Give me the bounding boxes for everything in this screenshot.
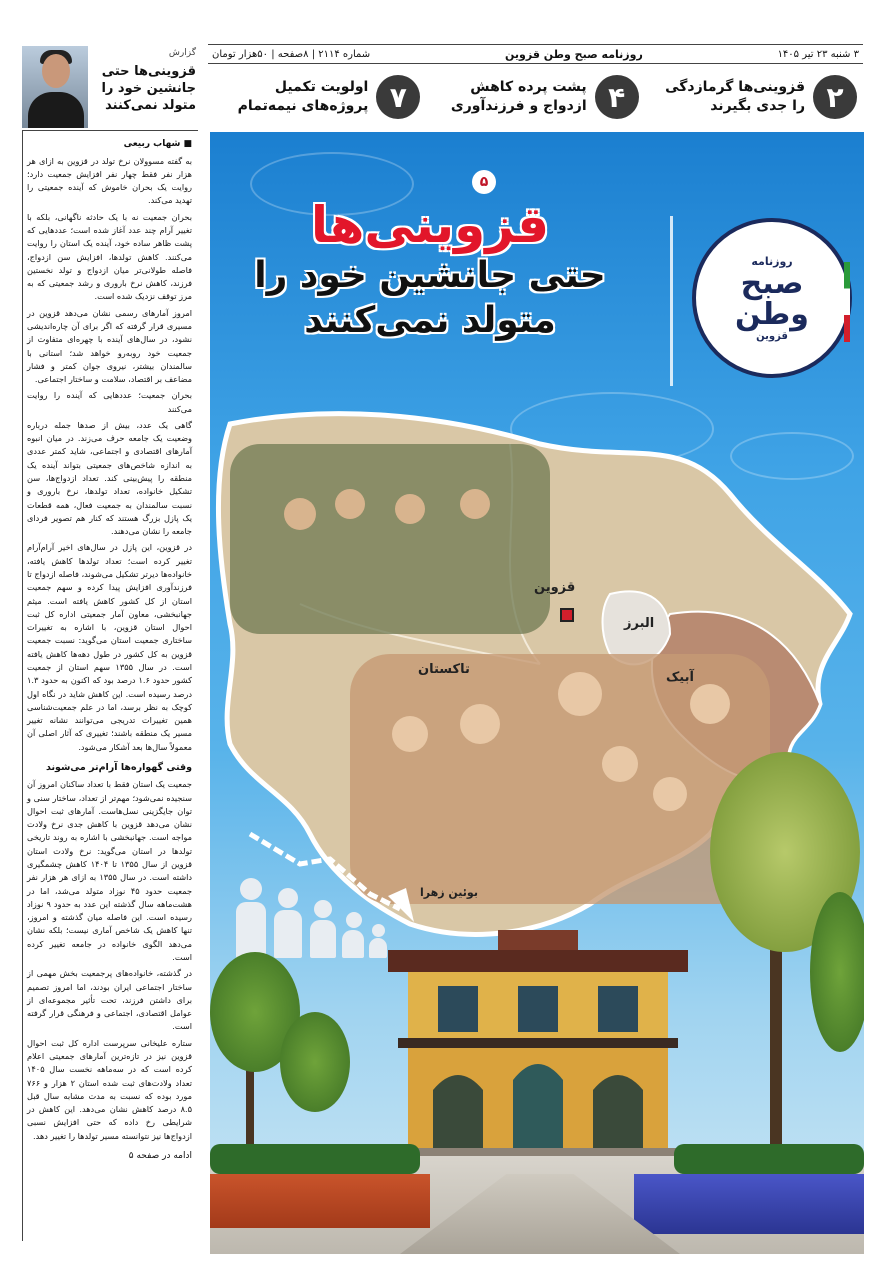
qazvin-marker (560, 608, 574, 622)
person-icon (314, 900, 332, 918)
person-icon (346, 912, 362, 928)
paragraph: در گذشته، خانواده‌های پرجمعیت بخش مهمی از ساختار اجتماعی ایران بودند، اما امروز تصمیم برای داشتن فرزند، تحت تأثیر مجموعه‌ای از عوامل اقتصادی، اجتماعی و فرهنگی قرار گرفته است. (27, 968, 192, 1032)
teaser-text: قزوینی‌ها گرمازدگی را جدی بگیرند (665, 79, 805, 114)
teaser-text: اولویت تکمیل پروژه‌های نیمه‌تمام (237, 79, 369, 114)
person-icon (342, 930, 364, 958)
headline-line-3: متولد نمی‌کنند (304, 300, 556, 341)
headline-line-2: حتی جانشین خود را (254, 255, 606, 296)
logo-main-text: صبح (740, 265, 804, 301)
teaser-page-number: ۲ (813, 75, 857, 119)
continued-note[interactable]: ادامه در صفحه ۵ (128, 1150, 192, 1161)
hedge (674, 1144, 864, 1174)
teaser-item[interactable] (645, 66, 863, 128)
family-head (653, 777, 687, 811)
elder-head (335, 489, 365, 519)
report-label: گزارش (168, 48, 196, 58)
flower-bed (634, 1174, 864, 1234)
flag-stripe (844, 262, 850, 342)
paragraph: بحران جمعیت نه با یک حادثه ناگهانی، بلکه با تغییر آرام چند عدد آغاز شده است؛ عددهایی که پشت ظاهر ساده خود، آینده یک استان را روایت می‌کنند. کاهش تولدها، افزایش سن ازدواج، فاصله طولانی‌تر میان ازدواج و تولد نخستین فرزند، کاهش نرخ باروری و رشد جمعیتی که به مرز توقف نزدیک شده است. (27, 211, 192, 302)
report-column (22, 44, 198, 1256)
author-body (28, 92, 84, 128)
headline-line-1: قزوینی‌ها (310, 196, 550, 254)
map-label-buin-zahra: بوئین زهرا (420, 886, 478, 899)
tree (280, 1012, 350, 1112)
family-head (392, 716, 428, 752)
teaser-page-number: ۴ (595, 75, 639, 119)
family-head (602, 746, 638, 782)
family-head (558, 672, 602, 716)
cover-page-number: ۵ (472, 170, 496, 194)
elders-photo (230, 444, 550, 634)
teaser-page-number: ۷ (376, 75, 420, 119)
chehel-sotoun-pavilion (378, 930, 698, 1162)
pavilion-window (518, 986, 558, 1032)
person-icon (274, 910, 302, 958)
report-title: قزوینی‌ها حتی جانشین خود را متولد نمی‌کنند (101, 64, 196, 113)
family-head (690, 684, 730, 724)
headline-divider (670, 216, 673, 386)
paragraph: جمعیت یک استان فقط با تعداد ساکنان امروز آن سنجیده نمی‌شود؛ مهم‌تر از تعداد، ساختار سنی و توان جایگزینی نسل‌هاست. آمارهای ثبت احوال نشان می‌دهد قزوین با کاهش جدی نرخ ولادت مواجه است. جهانبخشی با اشاره به روند تاریخی تولدها در استان می‌گوید: نرخ ولادت استان قزوین از سال ۱۳۵۵ تا ۱۴۰۴ کاهش چشمگیری داشته است. در سال ۱۳۵۵ به ازای هر هزار نفر جمعیت حدود ۴۵ نوزاد متولد می‌شد، اما در هشت‌ماهه سال گذشته این عدد به حدود ۹ نوزاد رسیده است. این فاصله میان گذشته و امروز، تنها کاهش یک شاخص آماری نیست؛ بلکه نشان می‌دهد الگوی خانواده در جامعه تغییر کرده است. (27, 779, 192, 962)
pavilion-window (598, 986, 638, 1032)
logo-top-text: روزنامه (751, 254, 793, 268)
elder-head (284, 498, 316, 530)
elder-head (460, 489, 490, 519)
paper-name: روزنامه صبح وطن قزوین (504, 47, 643, 61)
cover-illustration (210, 132, 864, 1254)
author-face (42, 54, 70, 88)
flower-bed (210, 1174, 430, 1228)
teaser-text: پشت پرده کاهش ازدواج و فرزندآوری (450, 79, 587, 114)
map-label-abyek: آبیک (666, 670, 694, 685)
pavilion-window (438, 986, 478, 1032)
teaser-row (208, 66, 863, 128)
map-label-qazvin: قزوین (534, 580, 576, 595)
paragraph: بحران جمعیت؛ عددهایی که آینده را روایت می‌کنند (27, 390, 192, 414)
author-photo (22, 46, 88, 128)
report-body (22, 131, 198, 1241)
hedge (210, 1144, 420, 1174)
pavilion-arch (513, 1064, 563, 1148)
newspaper-logo (692, 218, 852, 378)
pavilion-balcony (398, 1038, 678, 1048)
paragraph: به گفته مسوولان نرخ تولد در قزوین به ازای هر هزار نفر فقط چهار نفر افزایش جمعیت دارد؛ روایت یک بحران خاموش که آینده جمعیتی را تهدید می‌کند. (27, 155, 192, 206)
paragraph: امروز آمارهای رسمی نشان می‌دهد قزوین در مسیری قرار گرفته که اگر برای آن چاره‌اندیشی نشود، در سال‌های آینده با چهره‌ای متفاوت از جمعیت خود روبه‌رو خواهد شد؛ استانی با سالمندان بیشتر، نیروی جوان کمتر و فشار مضاعف بر اقتصاد، سلامت و ساختار اجتماعی. (27, 307, 192, 385)
map-label-takestan: تاکستان (418, 662, 470, 677)
report-author: ■ شهاب ربیعی (123, 139, 192, 149)
person-icon (240, 878, 262, 900)
paragraph: گاهی یک عدد، بیش از صدها جمله درباره وضعیت یک جامعه حرف می‌زند. در میان انبوه آمارهای اقتصادی و اجتماعی، شاید کمتر عددی به اندازه شاخص‌های جمعیتی بتواند آینده یک منطقه را پیش‌بینی کند. تعداد ازدواج‌ها، سن تشکیل خانواده، تعداد تولدها، نرخ باروری و نسبت سالمندان به جمعیت فعال، همه قطعات یک پازل بزرگ هستند که کنار هم تصویر فردای جامعه را نشان می‌دهند. (27, 419, 192, 537)
pavilion-top (498, 930, 578, 950)
masthead-bar (208, 44, 863, 64)
person-icon (310, 920, 336, 958)
family-head (460, 704, 500, 744)
logo-bottom-text: قزوین (756, 330, 788, 342)
pavilion-arch (593, 1075, 643, 1148)
issue-date: ۳ شنبه ۲۳ تیر ۱۴۰۵ (777, 48, 859, 60)
paragraph: در قزوین، این پازل در سال‌های اخیر آرام‌آرام تغییر کرده است؛ تعداد تولدها کاهش یافته، خانواده‌ها دیرتر تشکیل می‌شوند، فاصله ازدواج تا فرزندآوری افزایش پیدا کرده و سهم جمعیت استان از کل کشور کاهش یافته است. میثم جهانبخشی، معاون آمار جمعیتی اداره کل ثبت احوال استان قزوین، با اشاره به تغییرات ساختاری جمعیت استان می‌گوید: نسبت جمعیت قزوین به کل کشور در طول دهه‌ها کاهش یافته است. در سال ۱۳۵۵ سهم استان از جمعیت کشور حدود ۱.۶ درصد بود که اکنون به حدود ۱.۳ درصد رسیده است. این کاهش شاید در نگاه اول کوچک به نظر برسد، اما در علم جمعیت‌شناسی همین تغییرات تدریجی می‌توانند نشانه تغییر مسیر یک منطقه باشند؛ تغییری که آثار اصلی آن معمولاً سال‌ها بعد آشکار می‌شود. (27, 542, 192, 752)
report-header (22, 44, 198, 131)
elder-head (395, 494, 425, 524)
teaser-item[interactable] (208, 66, 426, 128)
cover-headline (220, 172, 640, 343)
paragraph: ستاره علیخانی سرپرست اداره کل ثبت احوال قزوین نیز در تازه‌ترین آمارهای جمعیتی اعلام کرده است که در سه‌ماهه نخست سال ۱۴۰۵ تعداد ولادت‌های ثبت شده استان ۲ هزار و ۷۶۶ مورد بوده که نسبت به مدت مشابه سال قبل ۸.۵ درصد کاهش نشان می‌دهد. این کاهش در شرایطی رخ داده که حتی افزایش نسبی ازدواج‌ها نیز نتوانسته مسیر تولدها را تغییر دهد. (27, 1037, 192, 1141)
pavilion-arch (433, 1075, 483, 1148)
tree (810, 892, 864, 1052)
person-icon (278, 888, 298, 908)
teaser-item[interactable] (426, 66, 644, 128)
logo-main-text: وطن (735, 297, 809, 332)
issue-info: شماره ۲۱۱۴ | ۸صفحه | ۵۰هزار تومان (212, 48, 371, 60)
pavilion-roof (388, 950, 688, 972)
person-icon (236, 902, 266, 958)
report-subhead: وقتی گهواره‌ها آرام‌تر می‌شوند (45, 761, 192, 773)
map-label-alborz: البرز (624, 616, 655, 631)
